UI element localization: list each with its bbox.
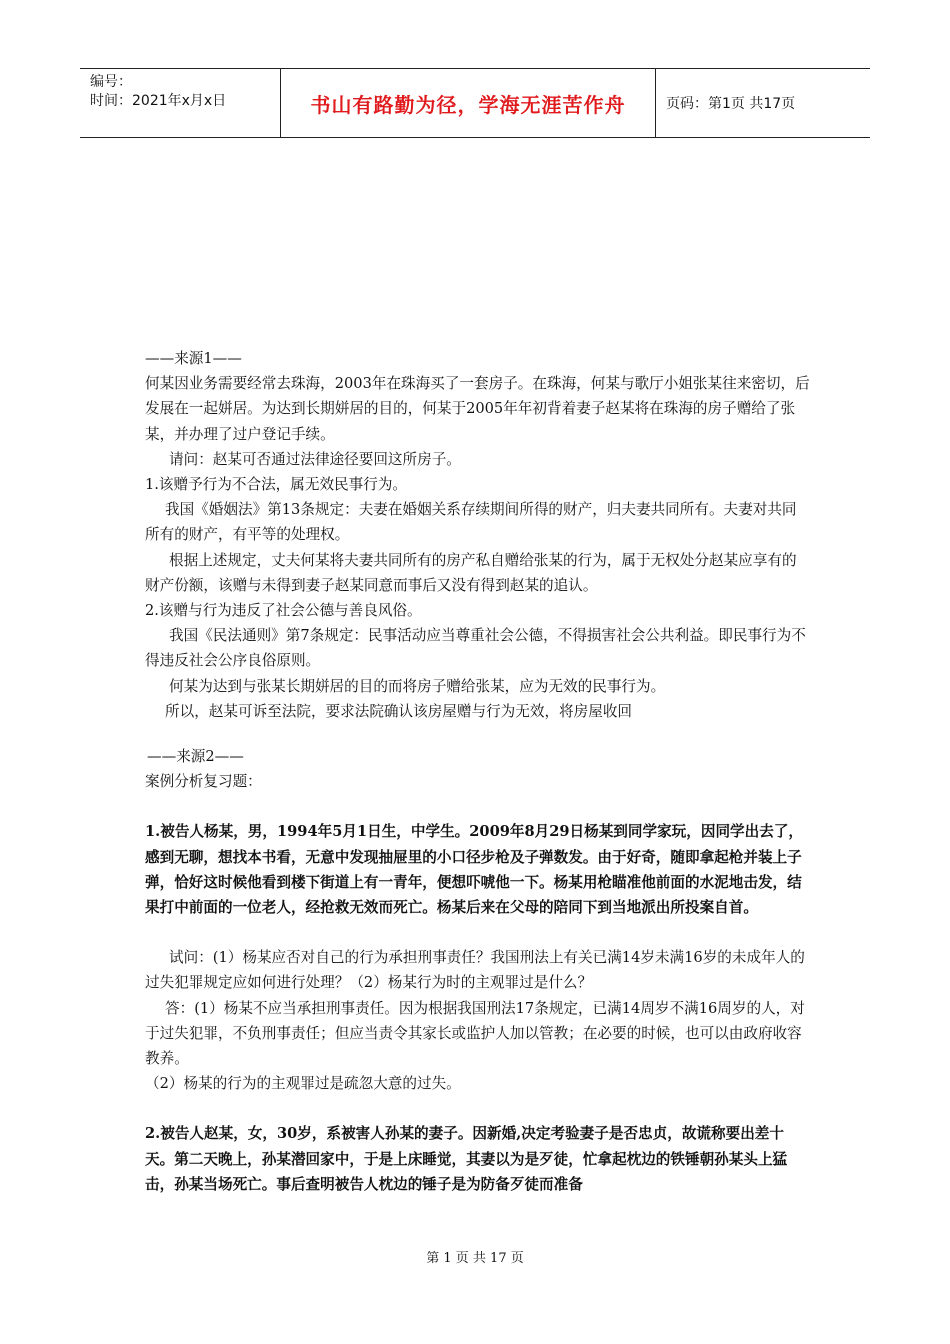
case-text: 2.被告人赵某，女，30岁，系被害人孙某的妻子。因新婚,决定考验妻子是否忠贞，故谎称要出差十天。第二天晚上，孙某潜回家中，于是上床睡觉，其妻以为是歹徒，忙拿起枕边的铁锤朝孙某头上猛击，孙某当场死亡。事后查明被告人枕边的锤子是为防备歹徒而准备 (145, 1125, 788, 1193)
header-page-label: 页码：第1页 共17页 (666, 96, 796, 112)
conclusion: 所以，赵某可诉至法院，要求法院确认该房屋赠与行为无效，将房屋收回 (165, 702, 633, 720)
case-answer: 答：(1）杨某不应当承担刑事责任。因为根据我国刑法17条规定，已满14周岁不满16周岁的人，对于过失犯罪，不负刑事责任；但应当责令其家长或监护人加以管教；在必要的时候，也可以由政府收容教养。 (145, 999, 805, 1068)
source1-title: ——来源1—— (145, 350, 242, 367)
paragraph: 何某因业务需要经常去珠海，2003年在珠海买了一套房子。在珠海，何某与歌厅小姐张某往来密切，后发展在一起姘居。为达到长期姘居的目的，何某于2005年年初背着妻子赵某将在珠海的房子赠给了张某，并办理了过户登记手续。 (145, 375, 810, 443)
paragraph: 我国《民法通则》第7条规定：民事活动应当尊重社会公德，不得损害社会公共利益。即民事行为不得违反社会公序良俗原则。 (145, 627, 806, 670)
question: 请问：赵某可否通过法律途径要回这所房子。 (169, 450, 461, 468)
answer-point: 1.该赠予行为不合法，属无效民事行为。 (145, 476, 408, 494)
paragraph: 我国《婚姻法》第13条规定：夫妻在婚姻关系存续期间所得的财产，归夫妻共同所有。夫妻对共同所有的财产，有平等的处理权。 (145, 501, 797, 544)
case-answer: （2）杨某的行为的主观罪过是疏忽大意的过失。 (145, 1075, 461, 1093)
source2-title: ——来源2—— (147, 748, 244, 766)
page-footer: 第 1 页 共 17 页 (426, 1251, 524, 1266)
case-text: 1.被告人杨某，男，1994年5月1日生，中学生。2009年8月29日杨某到同学家玩，因同学出去了，感到无聊，想找本书看，无意中发现抽屉里的小口径步枪及子弹数发。由于好奇，随即拿起枪并装上子弹，恰好这时候他看到楼下街道上有一青年，便想吓唬他一下。杨某用枪瞄准他前面的水泥地击发，结果打中前面的一位老人，经抢救无效而死亡。杨某后来在父母的陪同下到当地派出所投案自首。 (145, 823, 804, 917)
paragraph: 根据上述规定，丈夫何某将夫妻共同所有的房产私自赠给张某的行为，属于无权处分赵某应享有的财产份额，该赠与未得到妻子赵某同意而事后又没有得到赵某的追认。 (145, 551, 797, 594)
document-body (145, 346, 810, 1197)
case-question: 试问：(1）杨某应否对自己的行为承担刑事责任？我国刑法上有关已满14岁未满16岁的未成年人的过失犯罪规定应如何进行处理？（2）杨某行为时的主观罪过是什么？ (145, 949, 805, 992)
paragraph: 何某为达到与张某长期姘居的目的而将房子赠给张某，应为无效的民事行为。 (169, 677, 666, 695)
header-motto: 书山有路勤为径，学海无涯苦作舟 (280, 69, 656, 137)
document-header (80, 68, 870, 138)
header-meta (80, 69, 280, 137)
number-label: 编号： (90, 74, 132, 90)
section-intro: 案例分析复习题： (145, 773, 262, 791)
time-label: 时间：2021年x月x日 (90, 93, 227, 109)
answer-point: 2.该赠与行为违反了社会公德与善良风俗。 (145, 602, 422, 620)
